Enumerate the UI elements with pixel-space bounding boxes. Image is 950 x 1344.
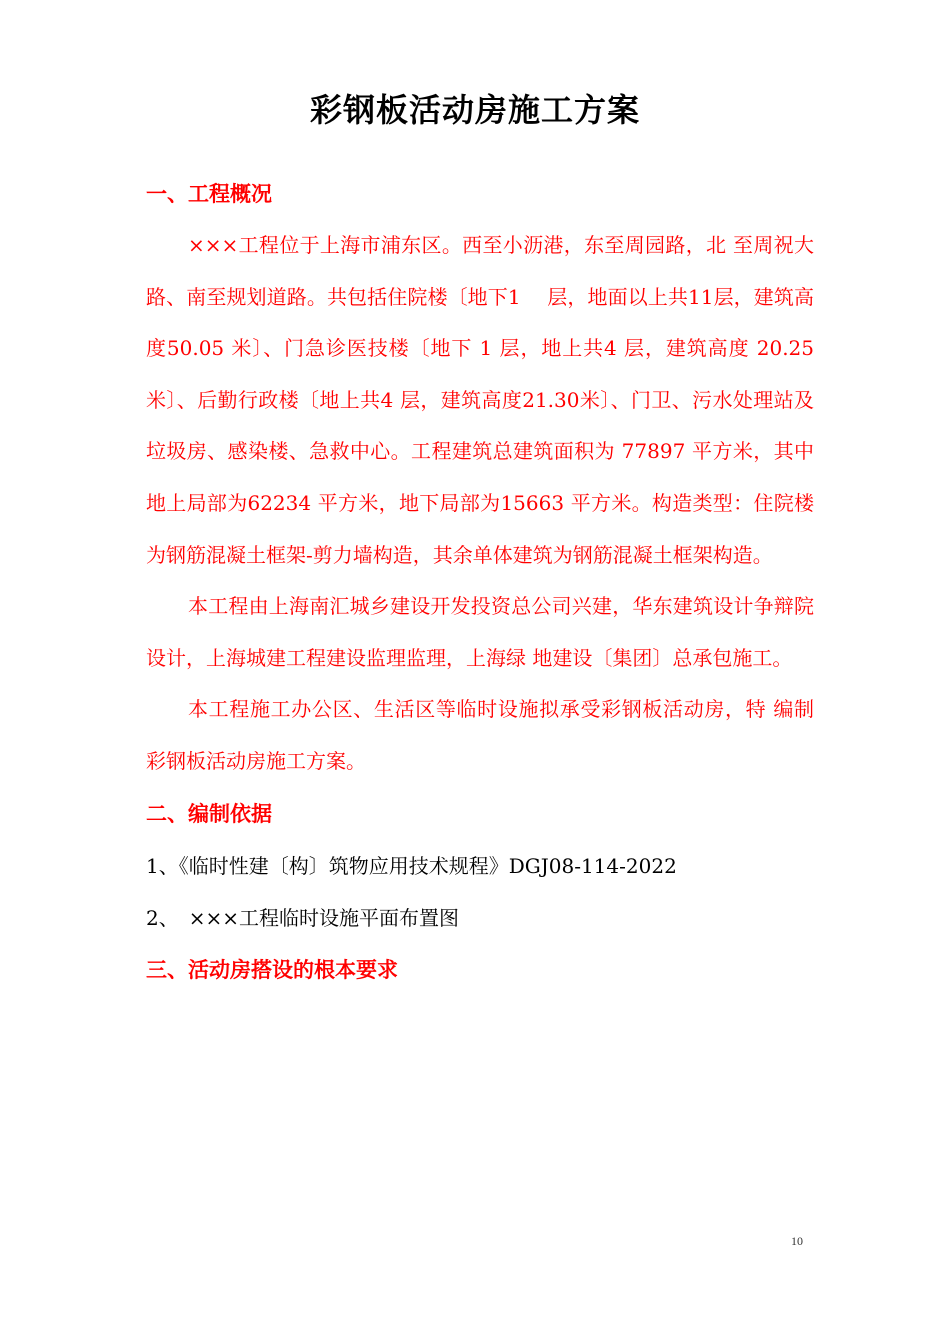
list-item: 2、 ×××工程临时设施平面布置图 — [146, 905, 459, 930]
section-heading-requirements: 三、活动房搭设的根本要求 — [146, 956, 398, 982]
section-heading-overview: 一、工程概况 — [146, 181, 272, 206]
page-number: 10 — [791, 1234, 803, 1248]
section-heading-basis: 二、编制依据 — [146, 800, 272, 826]
paragraph-project-location: ×××工程位于上海市浦东区。西至小沥港，东至周园路，北 至周祝大路、南至规划道路。共包括住院楼〔地下1 层，地面以上共11层，建筑高度50.05 米〕、门急诊医技楼〔地下 1 层，地上共4 层，建筑高度 20.25 米〕、后勤行政楼〔地上共4 层，建筑高度21.30米〕、门卫、污水处理站及垃圾房、感染楼、急救中心。工程建筑总建筑面积为 77897 平方米，其中地上局部为62234 平方米，地下局部为15663 平方米。构造类型：住院楼为钢筋混凝土框架-剪力墙构造，其余单体建筑为钢筋混凝土框架构造。 — [146, 233, 814, 567]
list-item: 1、《临时性建〔构〕筑物应用技术规程》DGJ08-114-2022 — [146, 853, 677, 878]
paragraph-project-parties: 本工程由上海南汇城乡建设开发投资总公司兴建，华东建筑设计争辩院设计，上海城建工程建设监理监理，上海绿 地建设〔集团〕总承包施工。 — [146, 594, 814, 670]
document-title: 彩钢板活动房施工方案 — [309, 91, 640, 129]
document-body — [146, 168, 814, 996]
paragraph-temporary-facilities: 本工程施工办公区、生活区等临时设施拟承受彩钢板活动房，特 编制彩钢板活动房施工方案。 — [146, 697, 814, 773]
